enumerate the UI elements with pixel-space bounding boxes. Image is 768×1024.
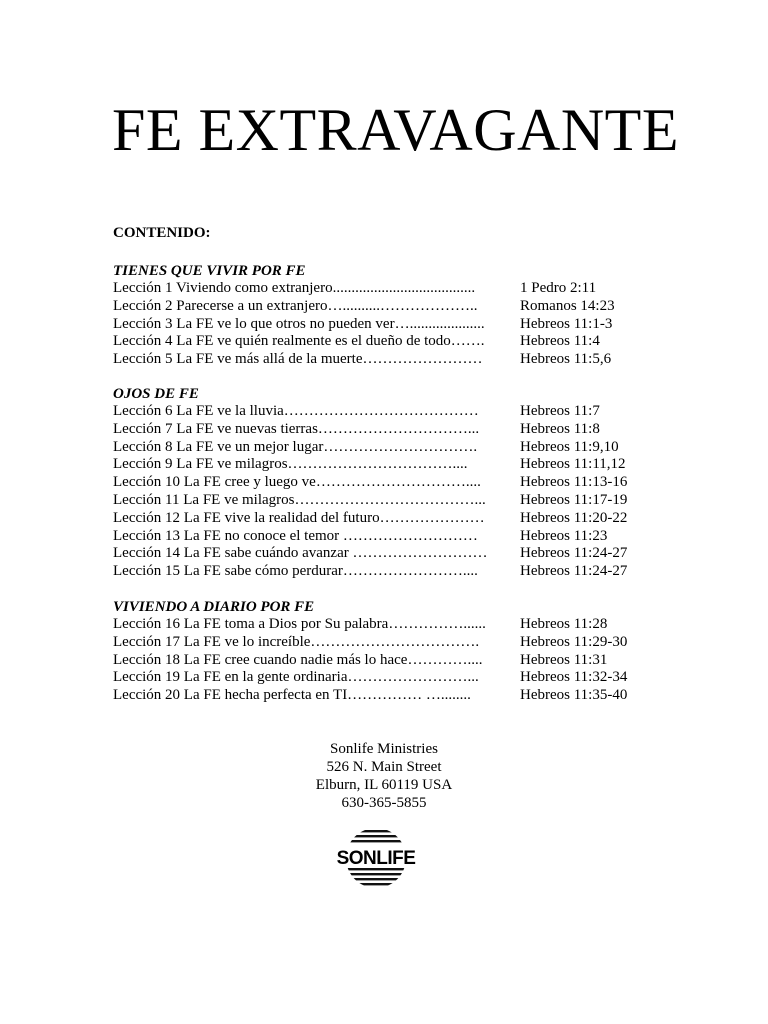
lesson-title: Lección 9 La FE ve milagros…………………………….... xyxy=(113,456,468,473)
lesson-title: Lección 20 La FE hecha perfecta en TI…………… …........ xyxy=(113,687,471,704)
section-title: VIVIENDO A DIARIO POR FE xyxy=(113,599,315,615)
lesson-row xyxy=(113,545,673,563)
lesson-row xyxy=(113,439,673,457)
lesson-row xyxy=(113,510,673,528)
scripture-reference: Hebreos 11:24-27 xyxy=(520,563,628,580)
lesson-row xyxy=(113,474,673,492)
contents-heading: CONTENIDO: xyxy=(113,225,211,241)
section-title: OJOS DE FE xyxy=(113,386,199,402)
sonlife-logo-icon xyxy=(328,826,438,892)
lesson-row xyxy=(113,316,673,334)
street-address: 526 N. Main Street xyxy=(326,759,442,775)
scripture-reference: Hebreos 11:29-30 xyxy=(520,633,628,650)
lesson-title: Lección 15 La FE sabe cómo perdurar…………………….... xyxy=(113,563,478,580)
lesson-row xyxy=(113,492,673,510)
ministry-name: Sonlife Ministries xyxy=(330,741,438,757)
lesson-title: Lección 19 La FE en la gente ordinaria……………………... xyxy=(113,669,479,686)
lesson-title: Lección 5 La FE ve más allá de la muerte…………………… xyxy=(113,351,483,368)
document-title: FE EXTRAVAGANTE xyxy=(112,97,679,163)
lesson-row xyxy=(113,403,673,421)
scripture-reference: Hebreos 11:20-22 xyxy=(520,509,628,526)
scripture-reference: Hebreos 11:23 xyxy=(520,527,608,544)
lesson-title: Lección 12 La FE vive la realidad del futuro………………… xyxy=(113,509,485,526)
address-block xyxy=(0,740,768,812)
scripture-reference: Hebreos 11:8 xyxy=(520,420,600,437)
scripture-reference: Hebreos 11:32-34 xyxy=(520,669,628,686)
section-ojos-de-fe xyxy=(113,385,673,581)
lesson-title: Lección 18 La FE cree cuando nadie más lo hace………….... xyxy=(113,651,483,668)
lesson-title: Lección 8 La FE ve un mejor lugar…………………………. xyxy=(113,438,478,455)
city-address: Elburn, IL 60119 USA xyxy=(315,777,453,793)
lesson-row xyxy=(113,652,673,670)
lesson-row xyxy=(113,280,673,298)
lesson-title: Lección 2 Parecerse a un extranjero…..........……………….. xyxy=(113,297,478,314)
lesson-title: Lección 1 Viviendo como extranjero...................................... xyxy=(113,280,476,296)
lesson-row xyxy=(113,528,673,546)
lesson-row xyxy=(113,563,673,581)
lesson-row xyxy=(113,421,673,439)
scripture-reference: Hebreos 11:17-19 xyxy=(520,491,628,508)
section-tienes-que-vivir xyxy=(113,262,673,369)
lesson-title: Lección 3 La FE ve lo que otros no pueden ver….................... xyxy=(113,315,485,332)
phone-number: 630-365-5855 xyxy=(341,795,427,811)
lesson-title: Lección 7 La FE ve nuevas tierras…………………………... xyxy=(113,420,480,437)
lesson-row xyxy=(113,351,673,369)
lesson-row xyxy=(113,333,673,351)
scripture-reference: Hebreos 11:13-16 xyxy=(520,474,628,491)
scripture-reference: Hebreos 11:7 xyxy=(520,403,600,419)
scripture-reference: Hebreos 11:1-3 xyxy=(520,315,613,332)
scripture-reference: Hebreos 11:4 xyxy=(520,333,600,350)
scripture-reference: 1 Pedro 2:11 xyxy=(520,280,597,296)
scripture-reference: Romanos 14:23 xyxy=(520,297,615,314)
lesson-row xyxy=(113,456,673,474)
lesson-title: Lección 14 La FE sabe cuándo avanzar ……………………… xyxy=(113,545,488,562)
lesson-row xyxy=(113,687,673,705)
lesson-row xyxy=(113,634,673,652)
lesson-row xyxy=(113,616,673,634)
section-viviendo-a-diario xyxy=(113,598,673,705)
logo-wordmark: SONLIFE xyxy=(336,848,416,869)
lesson-title: Lección 10 La FE cree y luego ve………………………….... xyxy=(113,474,481,491)
lesson-title: Lección 4 La FE ve quién realmente es el dueño de todo……. xyxy=(113,333,485,350)
lesson-title: Lección 13 La FE no conoce el temor ……………………… xyxy=(113,527,478,544)
lesson-title: Lección 16 La FE toma a Dios por Su palabra……………...... xyxy=(113,616,486,632)
lesson-title: Lección 6 La FE ve la lluvia………………………………… xyxy=(113,403,479,419)
section-title: TIENES QUE VIVIR POR FE xyxy=(113,263,306,279)
lesson-row xyxy=(113,669,673,687)
scripture-reference: Hebreos 11:9,10 xyxy=(520,438,619,455)
scripture-reference: Hebreos 11:35-40 xyxy=(520,687,628,704)
scripture-reference: Hebreos 11:11,12 xyxy=(520,456,626,473)
lesson-title: Lección 17 La FE ve lo increíble……………………………. xyxy=(113,633,480,650)
lesson-title: Lección 11 La FE ve milagros………………………………... xyxy=(113,491,486,508)
scripture-reference: Hebreos 11:28 xyxy=(520,616,608,632)
scripture-reference: Hebreos 11:24-27 xyxy=(520,545,628,562)
scripture-reference: Hebreos 11:5,6 xyxy=(520,351,612,368)
lesson-row xyxy=(113,298,673,316)
scripture-reference: Hebreos 11:31 xyxy=(520,651,608,668)
